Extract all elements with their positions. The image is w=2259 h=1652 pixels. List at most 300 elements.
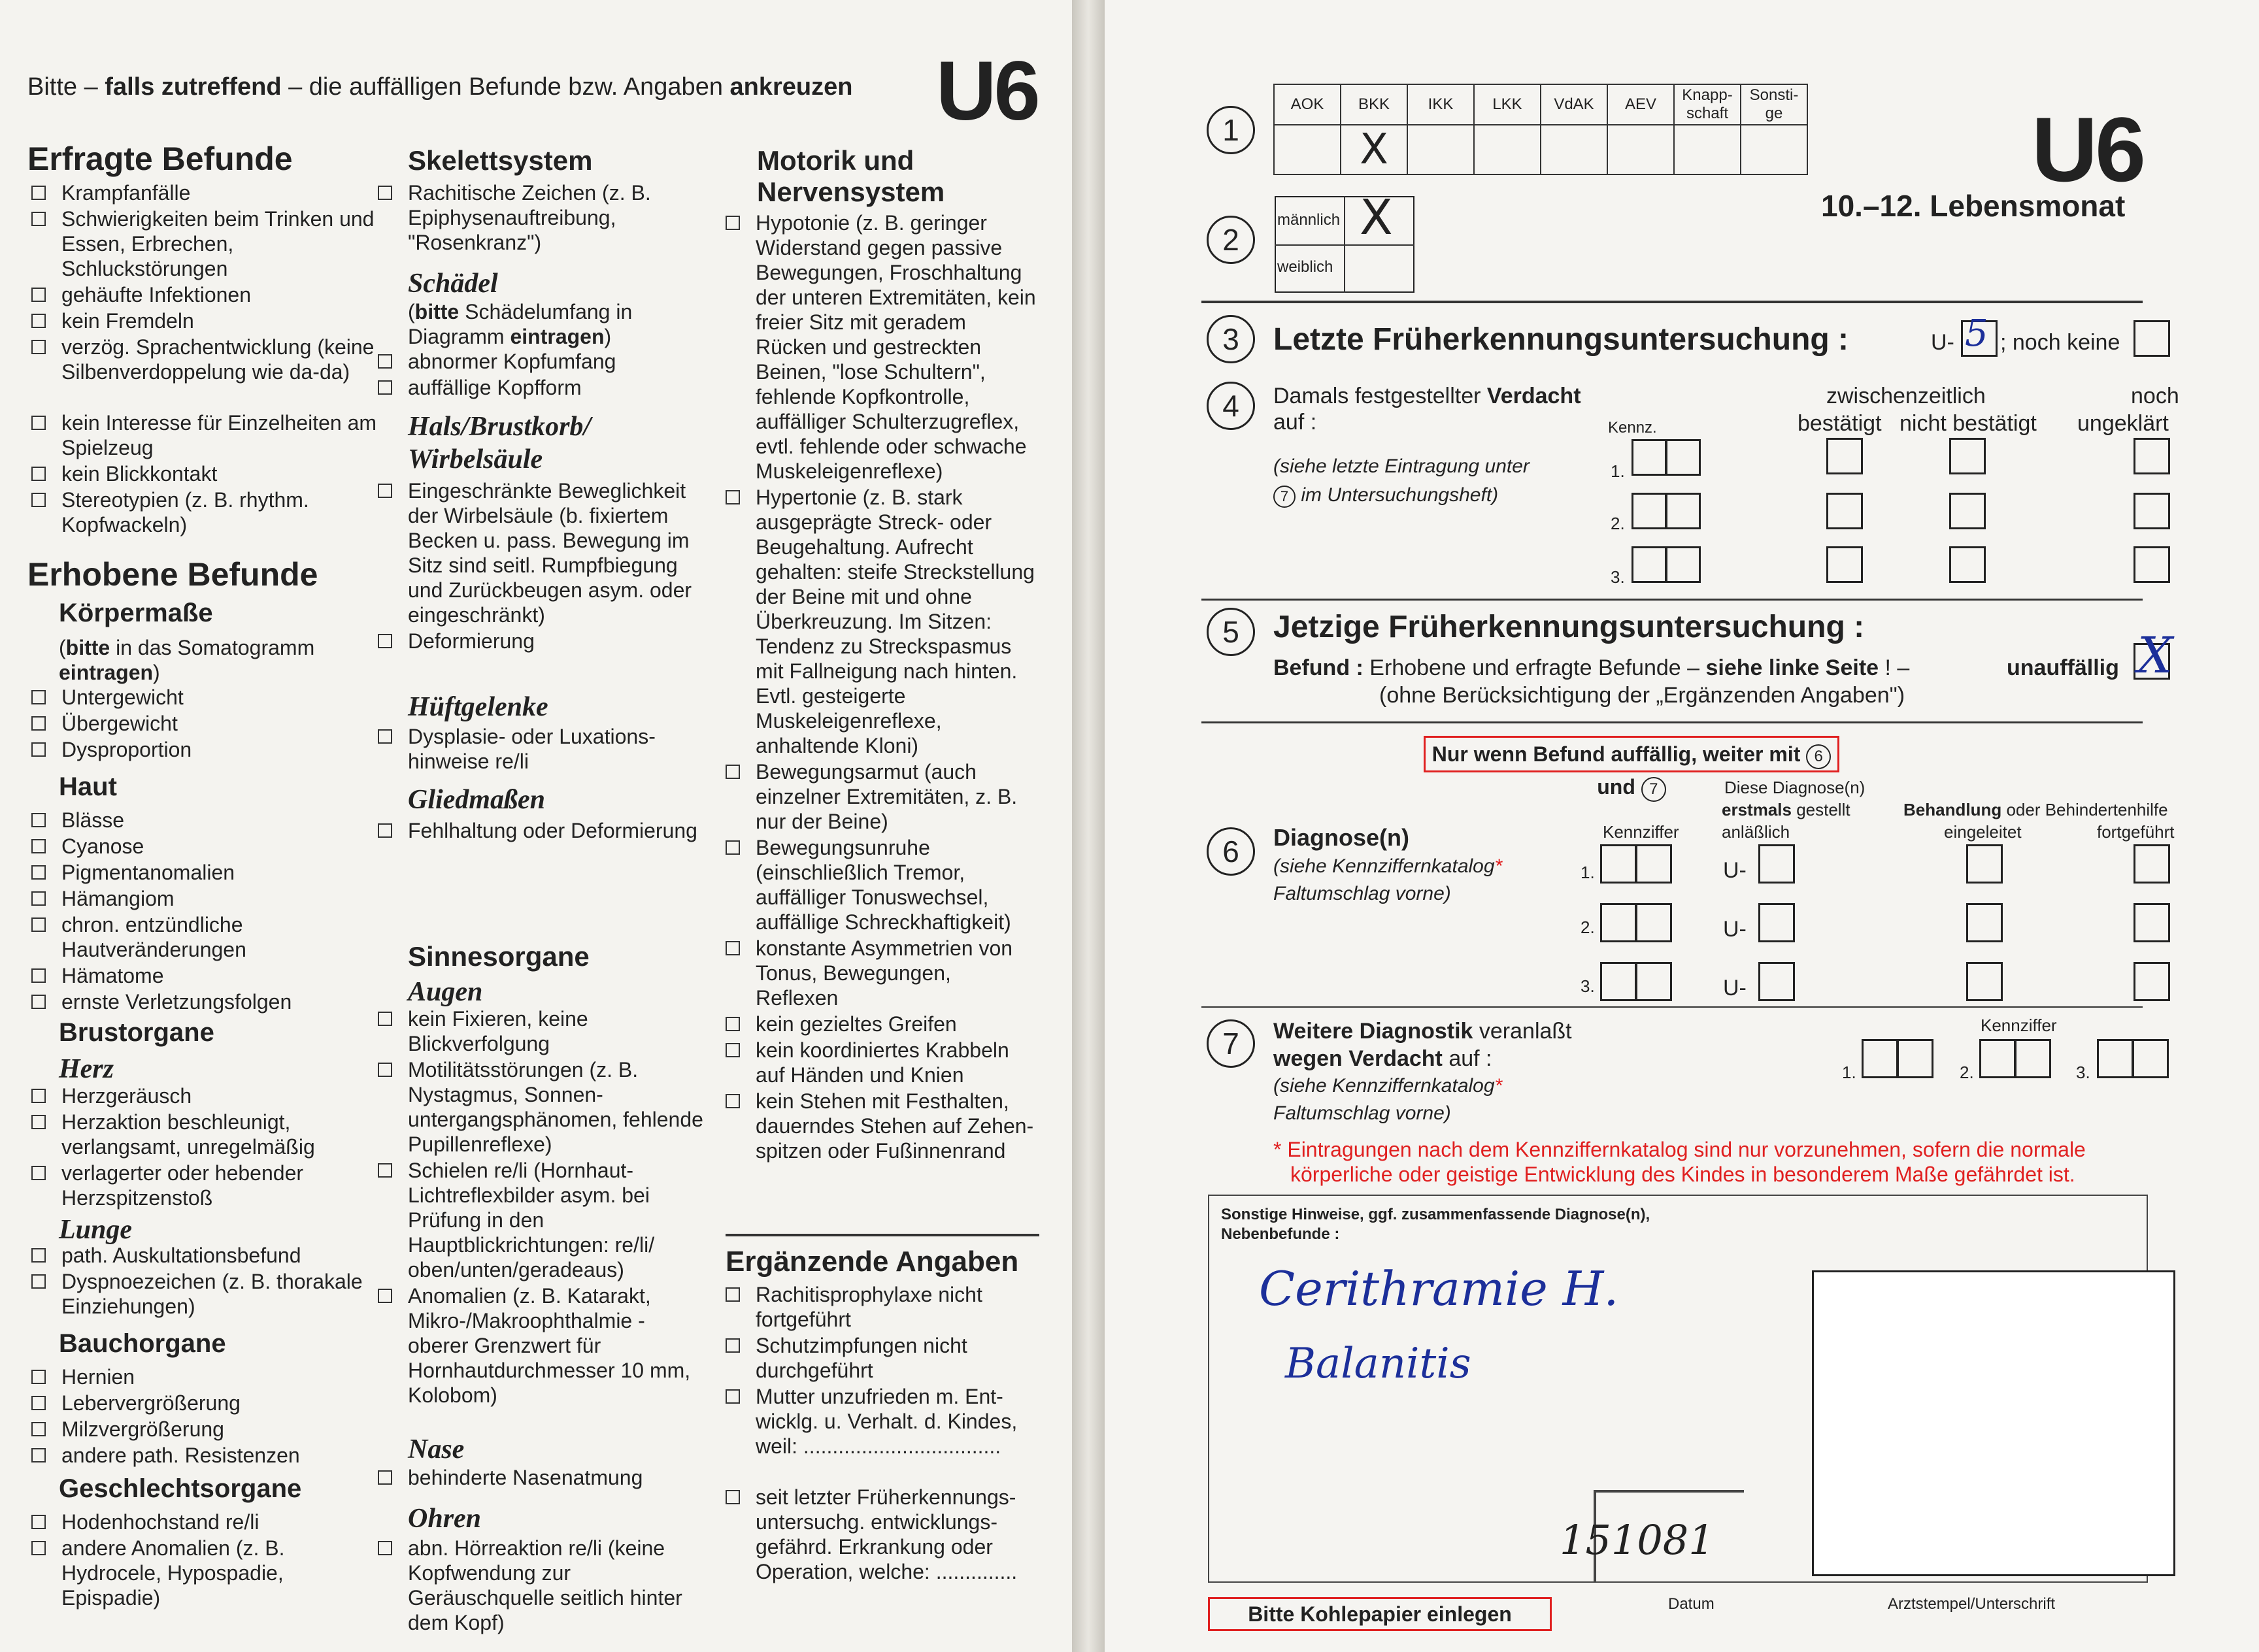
diag-header-bold: erstmals	[1722, 800, 1792, 819]
s7-kennziffer-box[interactable]	[2015, 1039, 2051, 1078]
insurer-checkbox[interactable]	[1407, 125, 1474, 174]
intro-text: – die auffälligen Befunde bzw. Angaben	[281, 73, 730, 101]
row-number: 2.	[1960, 1063, 1974, 1082]
u6-title: U6	[2032, 98, 2143, 201]
checklist-item-label: gehäufte Infektionen	[61, 283, 252, 306]
section6-hint2: Faltumschlag vorne)	[1273, 883, 1451, 904]
checkbox[interactable]	[378, 1012, 392, 1026]
checklist-item[interactable]	[726, 1333, 1039, 1383]
checklist-item[interactable]	[378, 1006, 705, 1056]
checklist-item[interactable]	[726, 1089, 1039, 1163]
fortgefuehrt-box[interactable]	[2134, 962, 2170, 1001]
subheading-geschlechtsorgane: Geschlechtsorgane	[59, 1474, 302, 1503]
checklist-item[interactable]	[31, 989, 384, 1014]
checkbox[interactable]	[31, 288, 46, 302]
number-circle-7-small: 7	[1641, 777, 1666, 802]
checkbox[interactable]	[726, 765, 740, 779]
checklist-item[interactable]	[726, 1282, 1039, 1332]
checklist-item[interactable]	[31, 410, 384, 460]
diag-header-2	[1722, 800, 1850, 819]
number-circle-7: 7	[1207, 1019, 1255, 1068]
checklist-item-label: Bewegungsarmut (auch einzelner Extremitäten, z. B. nur der Beine)	[756, 760, 1018, 833]
subheading-motorik: Motorik und Nervensystem	[757, 145, 945, 207]
s7-kennziffer-box[interactable]	[2097, 1039, 2134, 1078]
checkbox[interactable]	[726, 1338, 740, 1353]
checklist-item[interactable]	[31, 834, 384, 859]
diag-kennziffer-box[interactable]	[1600, 844, 1637, 884]
eingeleitet-header: eingeleitet	[1944, 822, 2022, 842]
spacer	[1208, 125, 1274, 174]
divider	[1201, 1006, 2143, 1008]
diag-u-box[interactable]	[1758, 962, 1795, 1001]
checklist-item[interactable]	[378, 1536, 705, 1635]
befund-text: ! –	[1879, 655, 1910, 680]
insurer-checkbox[interactable]	[1674, 125, 1741, 174]
diag-u-box[interactable]	[1758, 903, 1795, 942]
diag-kennziffer-box[interactable]	[1600, 903, 1637, 942]
subheading-sinnesorgane: Sinnesorgane	[408, 941, 590, 972]
checklist-item[interactable]	[31, 860, 384, 885]
subheading-brustorgane: Brustorgane	[59, 1018, 214, 1047]
checklist-item[interactable]	[31, 1243, 384, 1268]
checkbox[interactable]	[378, 1289, 392, 1303]
divider	[726, 1234, 1039, 1236]
checkbox[interactable]	[31, 742, 46, 757]
checkbox[interactable]	[378, 1163, 392, 1178]
checklist-item[interactable]	[726, 485, 1039, 758]
checklist-item-label: Schwierigkeiten beim Trinken und Essen, Erbrechen, Schluckstörungen	[61, 207, 375, 280]
insurer-header: BKK	[1341, 84, 1407, 125]
datum-frame	[1594, 1490, 1744, 1493]
checklist-item[interactable]	[31, 1110, 384, 1159]
hint-text: (siehe Kennziffernkatalog	[1273, 1075, 1495, 1097]
kennz-box[interactable]	[1632, 493, 1667, 529]
s7-kennziffer-box[interactable]	[1897, 1039, 1933, 1078]
number-circle-7-small: 7	[1273, 486, 1296, 508]
bestaetigt-box[interactable]	[1826, 493, 1863, 529]
checklist-item-label: Dysplasie- oder Luxationshinweise re/li	[408, 725, 656, 773]
nicht-bestaetigt-box[interactable]	[1949, 493, 1986, 529]
section-title-erhobene: Erhobene Befunde	[27, 556, 318, 593]
sonstige-label2: Nebenbefunde :	[1221, 1225, 1340, 1243]
insurer-table	[1208, 84, 1808, 175]
checklist-item-label: Milzvergrößerung	[61, 1417, 224, 1441]
checkbox[interactable]	[31, 995, 46, 1009]
nicht-bestaetigt-box[interactable]	[1949, 546, 1986, 583]
ungeklaert-box[interactable]	[2134, 438, 2170, 474]
diag-kennziffer-box[interactable]	[1600, 962, 1637, 1001]
checklist-item-label: Untergewicht	[61, 686, 184, 709]
checkbox[interactable]	[726, 941, 740, 955]
fortgefuehrt-header: fortgeführt	[2097, 822, 2175, 842]
checklist-item[interactable]	[31, 685, 384, 710]
checkbox[interactable]	[31, 1448, 46, 1462]
bestaetigt-label: bestätigt	[1798, 411, 1882, 436]
checklist-item[interactable]	[31, 461, 384, 486]
section7-line1	[1273, 1018, 1572, 1044]
checkbox[interactable]	[31, 891, 46, 906]
section4-label	[1273, 383, 1581, 409]
subheading-skelett: Skelettsystem	[408, 145, 593, 176]
checkbox[interactable]	[378, 1541, 392, 1555]
schaedel-note: (bitte Schädelumfang in Diagramm eintragen)	[408, 300, 633, 348]
noch-label: noch	[2131, 384, 2179, 408]
checklist-item[interactable]	[31, 711, 384, 736]
section6-title: Diagnose(n)	[1273, 824, 1410, 851]
checklist-item[interactable]	[378, 818, 705, 843]
note-bold: bitte	[414, 300, 460, 323]
checklist-item-label: verzög. Sprachentwicklung (keine Silbenverdoppelung wie da-da)	[61, 335, 375, 384]
unauffaellig-label: unauffällig	[2007, 655, 2119, 680]
checklist-item[interactable]	[726, 1384, 1039, 1459]
handwritten-note-2: Balanitis	[1285, 1340, 1471, 1388]
insurer-header: AOK	[1274, 84, 1341, 125]
diag-header-text: gestellt	[1791, 800, 1850, 819]
checklist-item[interactable]	[31, 886, 384, 911]
ungeklaert-box[interactable]	[2134, 546, 2170, 583]
checkbox[interactable]	[31, 1396, 46, 1410]
checkbox[interactable]	[378, 729, 392, 744]
checklist-item-label: Eingeschränkte Beweglichkeit der Wirbelsäule (b. fixiertem Becken u. pass. Bewegung im Sitz sind seitl. Rumpfbiegung und Zurückbeugen asym. oder eingeschränkt)	[408, 479, 692, 627]
nicht-bestaetigt-box[interactable]	[1949, 438, 1986, 474]
checklist-item[interactable]	[31, 1083, 384, 1108]
number-circle-4: 4	[1207, 382, 1255, 430]
checklist-item[interactable]	[31, 206, 384, 281]
checklist-item-label: ernste Verletzungsfolgen	[61, 990, 292, 1014]
checkbox[interactable]	[378, 634, 392, 648]
eingeleitet-box[interactable]	[1966, 844, 2003, 884]
checkbox[interactable]	[31, 1115, 46, 1129]
diag-kennziffer-box[interactable]	[1635, 903, 1672, 942]
nur-wenn-text: Nur wenn Befund auffällig, weiter mit	[1431, 742, 1801, 766]
subheading-hals: Hals/Brustkorb/ Wirbelsäule	[408, 412, 592, 474]
row-number: 2.	[1611, 514, 1625, 533]
checkbox[interactable]	[31, 1274, 46, 1289]
checklist-item[interactable]	[31, 1364, 384, 1389]
checklist-item[interactable]	[378, 180, 705, 255]
checkbox[interactable]	[378, 484, 392, 498]
checklist-item-label: kein Blickkontakt	[61, 462, 218, 486]
ungeklaert-label: ungeklärt	[2077, 411, 2169, 436]
checkbox[interactable]	[31, 813, 46, 827]
checklist-item-label: auffällige Kopfform	[408, 376, 582, 399]
checklist-item-label: Dyspnoezeichen (z. B. thorakale Einziehungen)	[61, 1270, 363, 1318]
note-bold: eintragen	[59, 661, 154, 684]
insurer-checkbox[interactable]	[1274, 125, 1341, 174]
checklist-item-label: Bewegungsunruhe (einschließlich Tremor, auffälliger Tonuswechsel, auffällige Schreckhaftigkeit)	[756, 836, 1011, 934]
subheading-ohren: Ohren	[408, 1504, 482, 1534]
section7-line2	[1273, 1046, 1492, 1072]
eingeleitet-box[interactable]	[1966, 962, 2003, 1001]
checklist-item[interactable]	[31, 1161, 384, 1210]
checkbox[interactable]	[31, 416, 46, 430]
checkbox[interactable]	[31, 1089, 46, 1103]
subheading-schaedel: Schädel	[408, 269, 498, 299]
checklist-item-label: verlagerter oder hebender Herzspitzenstoß	[61, 1161, 304, 1210]
checkbox[interactable]	[31, 865, 46, 880]
checklist-item[interactable]	[31, 808, 384, 833]
insurer-checkbox[interactable]	[1741, 125, 1807, 174]
checklist-item-label: behinderte Nasenatmung	[408, 1466, 643, 1489]
checkbox[interactable]	[726, 1287, 740, 1302]
insurer-checkbox[interactable]	[1341, 125, 1407, 174]
nicht-bestaetigt-label: nicht bestätigt	[1899, 411, 2037, 436]
checklist-item-label: Hypertonie (z. B. stark ausgeprägte Streck- oder Beugehaltung. Aufrecht gehalten: steife Streckstellung der Beine mit und ohne Überkreuzung. Im Sitzen: Tendenz zu Streckspasmus mit Fallneigung nach hinten. Evtl. gesteigerte Muskeleigenreflexe, anhaltende Kloni)	[756, 486, 1035, 757]
kennz-box[interactable]	[1632, 439, 1667, 476]
checkbox[interactable]	[726, 490, 740, 504]
insurer-header: Knapp-schaft	[1674, 84, 1741, 125]
checklist-item-label: Pigmentanomalien	[61, 861, 235, 884]
section4-hint2-row	[1273, 482, 1498, 508]
checkbox[interactable]	[31, 1515, 46, 1529]
checklist-item[interactable]	[31, 1417, 384, 1442]
gender-female-label: weiblich	[1277, 258, 1333, 276]
checklist-item-label: Rachitisprophylaxe nicht fortgeführt	[756, 1283, 982, 1331]
row-number: 3.	[2076, 1063, 2090, 1082]
checkbox[interactable]	[31, 839, 46, 853]
checklist-item[interactable]	[31, 335, 384, 384]
checkbox[interactable]	[31, 1166, 46, 1180]
datum-label: Datum	[1668, 1595, 1715, 1613]
checklist-item[interactable]	[378, 629, 711, 653]
checklist-item[interactable]	[378, 349, 705, 374]
section-title-erfragte: Erfragte Befunde	[27, 140, 293, 177]
checkbox[interactable]	[726, 1017, 740, 1031]
insurer-header: AEV	[1607, 84, 1674, 125]
note-text: Schädelumfang in Diagramm	[408, 300, 633, 348]
checkbox[interactable]	[31, 493, 46, 507]
checkbox[interactable]	[31, 467, 46, 481]
checklist-item-label: kein Interesse für Einzelheiten am Spielzeug	[61, 411, 377, 459]
checkbox[interactable]	[378, 354, 392, 369]
checkbox[interactable]	[31, 212, 46, 226]
checklist-item[interactable]	[378, 1465, 705, 1490]
checkbox[interactable]	[378, 186, 392, 200]
checklist-item-label: konstante Asymmetrien von Tonus, Bewegungen, Reflexen	[756, 936, 1013, 1010]
checkbox[interactable]	[726, 1094, 740, 1108]
row-number: 3.	[1611, 567, 1625, 587]
behandlung-header	[1903, 800, 2168, 819]
bestaetigt-box[interactable]	[1826, 438, 1863, 474]
checkbox[interactable]	[31, 968, 46, 983]
checklist-item-label: path. Auskultationsbefund	[61, 1244, 301, 1267]
bkk-check-mark: X	[1360, 125, 1388, 174]
checkbox[interactable]	[726, 216, 740, 230]
checkbox[interactable]	[31, 1422, 46, 1436]
insurer-checkbox[interactable]	[1474, 125, 1541, 174]
checkbox[interactable]	[726, 1490, 740, 1504]
checklist-item-label: kein koordiniertes Krabbeln auf Händen und Knien	[756, 1038, 1009, 1087]
diag-kennziffer-box[interactable]	[1635, 844, 1672, 884]
checklist-item-label: kein gezieltes Greifen	[756, 1012, 957, 1036]
checklist-item[interactable]	[31, 282, 384, 307]
checklist-item[interactable]	[378, 1283, 705, 1408]
bestaetigt-box[interactable]	[1826, 546, 1863, 583]
checkbox[interactable]	[31, 1370, 46, 1384]
subheading-haut: Haut	[59, 772, 117, 801]
checkbox[interactable]	[31, 1248, 46, 1263]
male-check-mark: X	[1360, 190, 1393, 246]
last-u-label: U-	[1931, 330, 1954, 355]
checklist-item[interactable]	[726, 210, 1039, 484]
checklist-item[interactable]	[726, 1038, 1039, 1087]
checkbox[interactable]	[31, 917, 46, 932]
kennz-box[interactable]	[1665, 493, 1701, 529]
section5-ohne: (ohne Berücksichtigung der „Ergänzenden Angaben")	[1379, 683, 1905, 708]
kennz-box[interactable]	[1632, 546, 1667, 583]
checklist-item-label: Anomalien (z. B. Katarakt, Mikro-/Makroophthalmie - oberer Grenzwert für Hornhautdurchmesser 10 mm, Kolobom)	[408, 1284, 691, 1407]
kohlepapier-box: Bitte Kohlepapier einlegen	[1208, 1597, 1552, 1631]
intro-bold: ankreuzen	[729, 73, 853, 101]
divider	[1201, 721, 2143, 723]
checkbox[interactable]	[726, 1389, 740, 1404]
arztstempel-label: Arztstempel/Unterschrift	[1888, 1595, 2056, 1613]
checkbox[interactable]	[31, 314, 46, 328]
kennz-label: Kennz.	[1608, 419, 1657, 437]
checklist-item[interactable]	[378, 375, 705, 400]
s7-kennziffer-header: Kennziffer	[1981, 1016, 2057, 1035]
checklist-item-label: Cyanose	[61, 834, 144, 858]
s7-bold: wegen Verdacht	[1273, 1046, 1443, 1071]
checkbox[interactable]	[378, 1470, 392, 1485]
row-number: 3.	[1581, 976, 1595, 996]
number-circle-6-small: 6	[1806, 744, 1831, 769]
fortgefuehrt-box[interactable]	[2134, 844, 2170, 884]
spacer	[1208, 84, 1274, 125]
gender-male-label: männlich	[1277, 211, 1341, 229]
row-number: 1.	[1581, 863, 1595, 882]
befund-text: Erhobene und erfragte Befunde –	[1363, 655, 1706, 680]
behandlung-bold: Behandlung	[1903, 800, 2002, 819]
checklist-item-label: andere path. Resistenzen	[61, 1444, 300, 1467]
insurer-header: LKK	[1474, 84, 1541, 125]
section3-title: Letzte Früherkennungsuntersuchung :	[1273, 322, 1849, 357]
checkbox[interactable]	[31, 690, 46, 704]
checklist-item[interactable]	[726, 835, 1039, 934]
checklist-item[interactable]	[31, 1269, 384, 1319]
checkbox[interactable]	[31, 1541, 46, 1555]
noch-keine-label: ; noch keine	[2000, 330, 2120, 355]
checkbox[interactable]	[378, 823, 392, 838]
insurer-header: VdAK	[1541, 84, 1607, 125]
arztstempel-box[interactable]	[1812, 1270, 2175, 1576]
number-circle-5: 5	[1207, 608, 1255, 656]
insurer-header: Sonsti-ge	[1741, 84, 1807, 125]
diag-kennziffer-box[interactable]	[1635, 962, 1672, 1001]
checkbox[interactable]	[31, 340, 46, 354]
checklist-item-label: Deformierung	[408, 629, 535, 653]
s7-kennziffer-box[interactable]	[2132, 1039, 2169, 1078]
checklist-item[interactable]	[726, 1485, 1039, 1584]
ungeklaert-box[interactable]	[2134, 493, 2170, 529]
subheading-hueftgelenke: Hüftgelenke	[408, 692, 548, 722]
checkbox[interactable]	[378, 380, 392, 395]
insurer-checkbox[interactable]	[1541, 125, 1607, 174]
kennz-box[interactable]	[1665, 546, 1701, 583]
checklist-item[interactable]	[31, 1443, 384, 1468]
section7-hint1-row	[1273, 1073, 1502, 1099]
footnote-line1: * Eintragungen nach dem Kennziffernkatalog sind nur vorzunehmen, sofern die normale	[1273, 1138, 2086, 1161]
checklist-item[interactable]	[31, 1536, 384, 1610]
checklist-item[interactable]	[378, 1057, 705, 1157]
checklist-item-label: Übergewicht	[61, 712, 178, 735]
koerper-note: (bitte in das Somatogramm eintragen)	[59, 636, 315, 684]
kennz-box[interactable]	[1665, 439, 1701, 476]
checklist-item[interactable]	[378, 724, 705, 774]
diag-u-box[interactable]	[1758, 844, 1795, 884]
u-prefix: U-	[1723, 976, 1747, 1000]
hint-star: *	[1494, 1075, 1503, 1097]
checklist-item[interactable]	[726, 1012, 1039, 1036]
checklist-item-label: Herzaktion beschleunigt, verlangsamt, unregelmäßig	[61, 1110, 315, 1159]
checklist-item-label: abn. Hörreaktion re/li (keine Kopfwendung zur Geräuschquelle seitlich hinter dem Kopf)	[408, 1536, 682, 1634]
subheading-koerpermasse: Körpermaße	[59, 599, 213, 627]
section6-hint1-row	[1273, 853, 1502, 880]
subheading-nase: Nase	[408, 1434, 465, 1464]
diag-header-3: anläßlich	[1722, 822, 1790, 842]
age-subtitle: 10.–12. Lebensmonat	[1821, 189, 2126, 223]
s7-kennziffer-box[interactable]	[1862, 1039, 1898, 1078]
note-text: in das Somatogramm	[110, 636, 315, 659]
checklist-item[interactable]	[31, 308, 384, 333]
checkbox[interactable]	[31, 186, 46, 200]
checklist-item[interactable]	[726, 759, 1039, 834]
checklist-item-label: Blässe	[61, 808, 125, 832]
u-prefix: U-	[1723, 858, 1747, 883]
fortgefuehrt-box[interactable]	[2134, 903, 2170, 942]
insurer-checkbox[interactable]	[1607, 125, 1674, 174]
checklist-item[interactable]	[31, 912, 384, 962]
number-circle-1: 1	[1207, 106, 1255, 154]
subheading-lunge: Lunge	[59, 1215, 133, 1245]
checklist-item[interactable]	[378, 1158, 705, 1282]
checklist-item[interactable]	[31, 487, 384, 537]
subheading-augen: Augen	[408, 977, 483, 1007]
checkbox[interactable]	[726, 1043, 740, 1057]
checklist-item-label: Schutzimpfungen nicht durchgeführt	[756, 1334, 967, 1382]
checklist-item[interactable]	[726, 936, 1039, 1010]
hint-star: *	[1494, 855, 1503, 877]
left-page	[0, 0, 1072, 1652]
s7-kennziffer-box[interactable]	[1979, 1039, 2016, 1078]
checklist-item[interactable]	[378, 478, 711, 627]
checklist-item[interactable]	[31, 180, 384, 205]
checklist-item[interactable]	[31, 1510, 384, 1534]
eingeleitet-box[interactable]	[1966, 903, 2003, 942]
checklist-item[interactable]	[31, 963, 384, 988]
checkbox[interactable]	[31, 716, 46, 731]
checklist-item-label: Mutter unzufrieden m. Entwicklg. u. Verhalt. d. Kindes, weil: ..................................	[756, 1385, 1018, 1458]
note-text: )	[604, 325, 612, 348]
s7-text: auf :	[1442, 1046, 1492, 1071]
note-bold: bitte	[65, 636, 110, 659]
checklist-item-label: Motilitätsstörungen (z. B. Nystagmus, Sonnenuntergangsphänomen, fehlende Pupillenreflexe)	[408, 1058, 703, 1156]
checklist-item-label: kein Stehen mit Festhalten, dauerndes Stehen auf Zehenspitzen oder Fußinnenrand	[756, 1089, 1034, 1163]
checklist-item-label: kein Fremdeln	[61, 309, 194, 333]
checklist-item-label: Hernien	[61, 1365, 135, 1389]
label-text: Damals festgestellter	[1273, 384, 1487, 408]
divider	[1201, 599, 2143, 601]
und-text: und	[1597, 775, 1635, 799]
noch-keine-box	[2134, 320, 2170, 357]
intro-text: Bitte –	[27, 73, 105, 101]
checkbox[interactable]	[726, 840, 740, 855]
checklist-item[interactable]	[31, 737, 384, 762]
section4-auf: auf :	[1273, 410, 1317, 435]
checkbox[interactable]	[378, 1063, 392, 1077]
checklist-item-label: Krampfanfälle	[61, 181, 191, 205]
checklist-item[interactable]	[31, 1391, 384, 1415]
